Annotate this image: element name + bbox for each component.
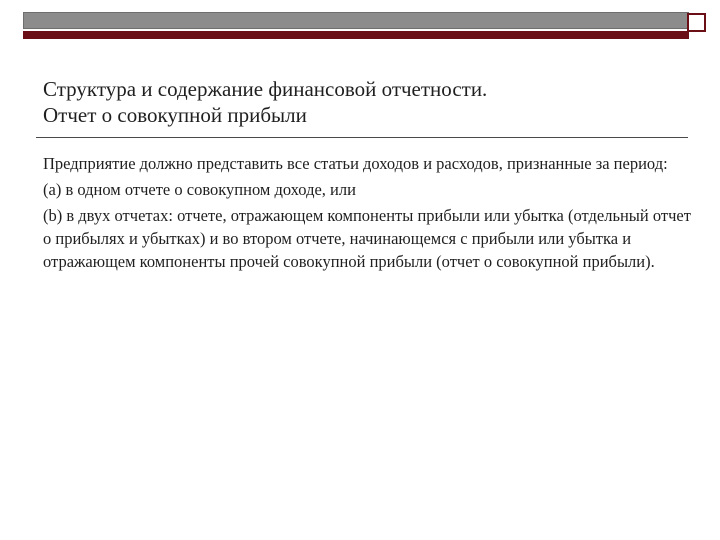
slide-title: [43, 76, 683, 128]
corner-square-decoration: [687, 13, 706, 32]
title-divider: [36, 137, 688, 138]
body-paragraph-intro: Предприятие должно представить все статьи доходов и расходов, признанные за период:: [43, 154, 668, 173]
slide-body: [43, 152, 703, 273]
header-band: [23, 12, 689, 29]
slide-title-line-1: Структура и содержание финансовой отчетности.: [43, 77, 488, 101]
slide-title-line-2: Отчет о совокупной прибыли: [43, 103, 307, 127]
body-paragraph-option-b: (b) в двух отчетах: отчете, отражающем компоненты прибыли или убытка (отдельный отчет о прибылях и убытках) и во втором отчете, начинающемся с прибыли или убытка и отражающем компоненты прочей совокупной прибыли (отчет о совокупной прибыли).: [43, 206, 691, 271]
header-accent-rule: [23, 31, 689, 39]
body-paragraph-option-a: (a) в одном отчете о совокупном доходе, или: [43, 180, 356, 199]
